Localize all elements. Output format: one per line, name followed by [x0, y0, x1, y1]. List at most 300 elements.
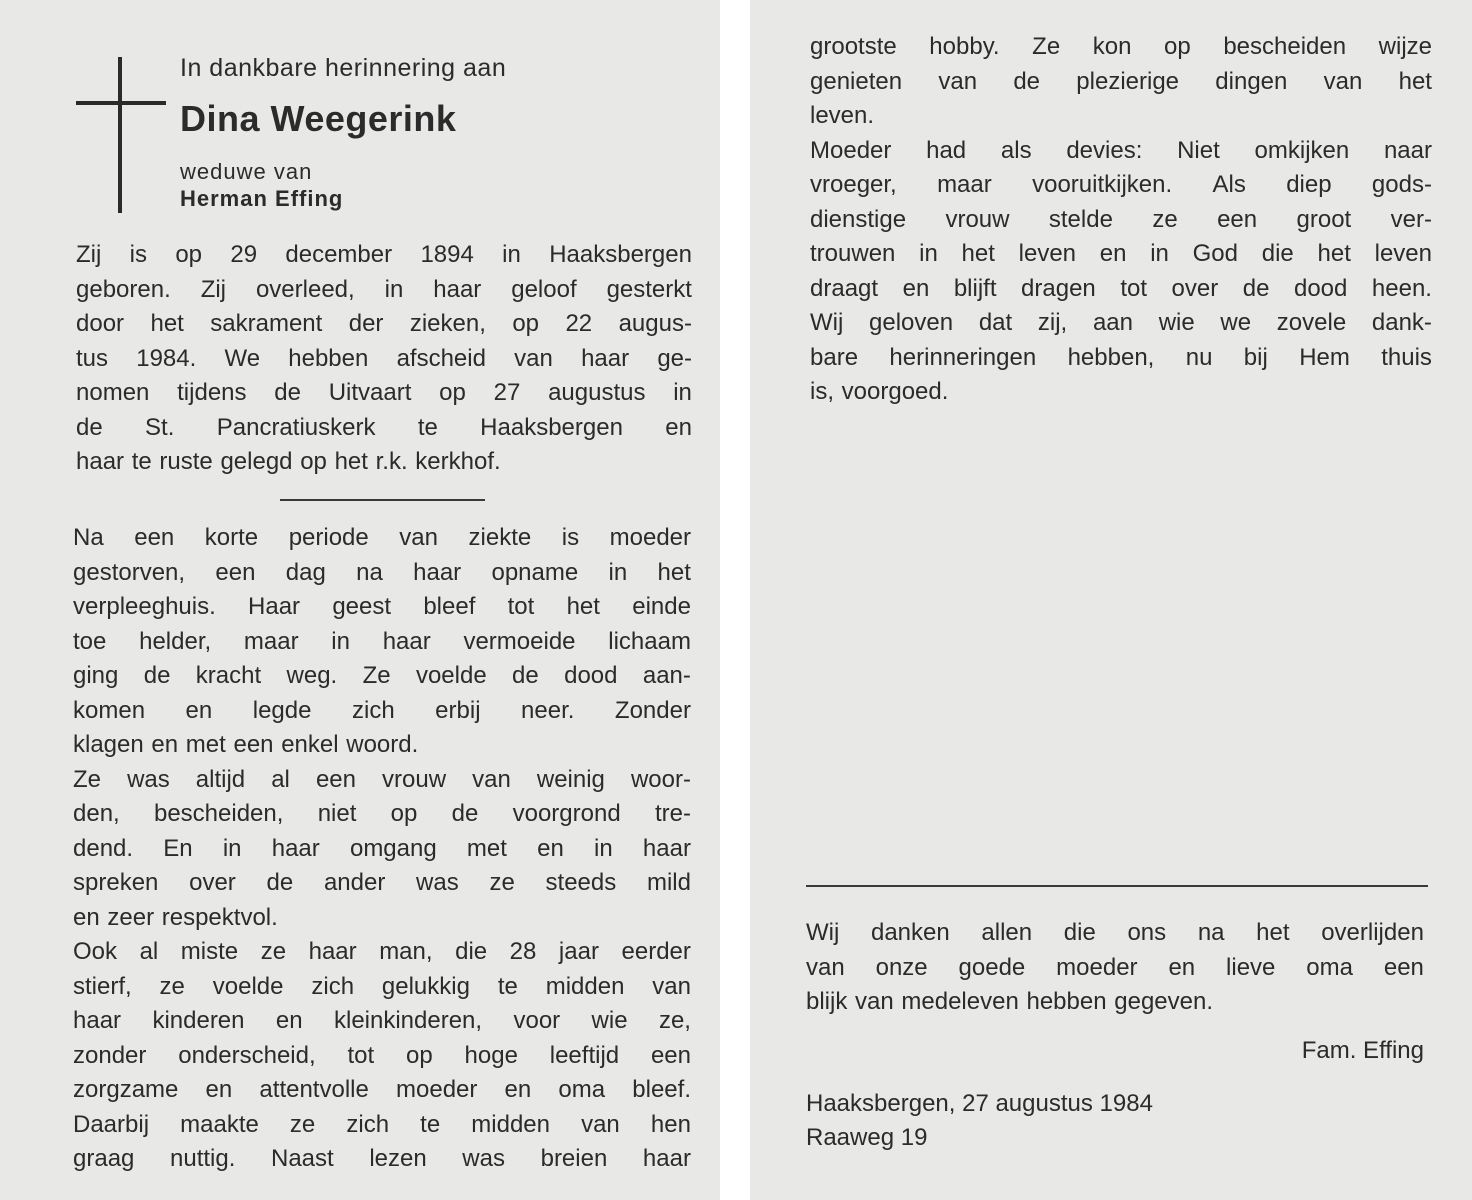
- word: dingen: [1215, 67, 1288, 95]
- word: van: [581, 1110, 620, 1138]
- word: hebben,: [1067, 343, 1155, 371]
- word: en: [537, 834, 564, 862]
- word: op: [175, 241, 203, 268]
- word: danken: [870, 919, 950, 946]
- word: En: [163, 834, 193, 862]
- word: ze: [489, 869, 515, 896]
- address: Raaweg 19: [806, 1124, 928, 1151]
- text-line: [73, 901, 691, 936]
- word: bleef.: [632, 1076, 691, 1103]
- word: verpleeghuis.: [73, 593, 216, 620]
- word: zieken,: [409, 310, 486, 337]
- word: tot: [1120, 274, 1147, 302]
- word: dood: [1293, 274, 1348, 302]
- word: Ook: [73, 938, 118, 965]
- text-line: [76, 376, 692, 411]
- word: dank-: [1371, 309, 1432, 336]
- word: al: [139, 938, 159, 965]
- word: is: [561, 524, 580, 551]
- word: was: [462, 1145, 505, 1172]
- word: vermoeide: [463, 627, 576, 655]
- text-line: [76, 342, 692, 377]
- word: omkijken: [1254, 136, 1350, 164]
- word: zich: [351, 696, 395, 724]
- word: van: [855, 988, 894, 1015]
- word: stelde: [1048, 205, 1113, 233]
- word: Ze: [73, 765, 102, 793]
- word: haar: [581, 344, 630, 372]
- word: op: [512, 310, 540, 337]
- word: door: [76, 310, 125, 337]
- word: 22: [565, 310, 593, 337]
- word: een: [1217, 205, 1258, 233]
- word: herinneringen: [889, 343, 1037, 371]
- word: een: [650, 1041, 691, 1069]
- word: woor-: [630, 765, 691, 793]
- word: over: [1171, 274, 1219, 302]
- word: augus-: [618, 310, 692, 337]
- word: geloof: [511, 275, 577, 303]
- word: bescheiden,: [153, 800, 284, 827]
- word: 29: [230, 241, 258, 268]
- word: gelukkig: [381, 972, 470, 1000]
- word: en: [902, 274, 930, 302]
- word: klagen: [73, 731, 144, 758]
- place-date: Haaksbergen, 27 augustus 1984: [806, 1090, 1153, 1117]
- word: overleed,: [255, 275, 355, 303]
- word: diep: [1286, 171, 1332, 198]
- word: hebben: [1026, 988, 1107, 1015]
- word: ver-: [1390, 205, 1432, 233]
- word: de: [274, 379, 301, 406]
- word: had: [926, 136, 967, 164]
- word: bescheiden: [1223, 33, 1347, 60]
- word: na: [1197, 919, 1225, 946]
- word: voor: [513, 1007, 561, 1034]
- word: het: [334, 448, 368, 475]
- word: na: [356, 558, 383, 586]
- word: dragen: [1021, 274, 1096, 302]
- text-line: [810, 203, 1432, 238]
- word: en: [185, 696, 213, 724]
- text-line: [806, 951, 1424, 986]
- word: het: [566, 593, 600, 620]
- word: Haar: [248, 593, 301, 620]
- text-line: [73, 797, 691, 832]
- text-line: [73, 556, 691, 591]
- word: en: [151, 731, 179, 758]
- word: Hem: [1299, 343, 1350, 371]
- word: opname: [491, 558, 579, 586]
- word: in: [384, 275, 404, 303]
- word: tijdens: [177, 379, 247, 406]
- text-line: [73, 1142, 691, 1177]
- word: een: [315, 765, 356, 793]
- word: hoge: [464, 1041, 518, 1069]
- word: komen: [73, 696, 146, 724]
- word: respektvol.: [161, 903, 278, 931]
- word: op: [300, 448, 327, 475]
- word: ze: [1152, 205, 1178, 233]
- word: wijze: [1378, 33, 1432, 60]
- word: Moeder: [810, 136, 892, 164]
- word: onderscheid,: [178, 1041, 316, 1069]
- word: St.: [145, 413, 175, 441]
- text-line: [73, 1108, 691, 1143]
- word: te: [131, 448, 152, 475]
- text-line: [73, 694, 691, 729]
- word: december: [285, 241, 393, 268]
- word: de: [1013, 67, 1041, 95]
- word: midden: [545, 972, 625, 1000]
- word: Haaksbergen: [480, 413, 623, 441]
- word: in: [919, 240, 938, 267]
- word: was: [127, 765, 170, 793]
- word: genieten: [810, 67, 903, 95]
- word: attentvolle: [259, 1076, 369, 1103]
- word: Zij: [76, 241, 102, 268]
- word: tre-: [654, 800, 691, 827]
- word: haar: [271, 834, 320, 862]
- word: Pancratiuskerk: [216, 413, 376, 441]
- word: gesterkt: [606, 275, 692, 303]
- word: den,: [73, 800, 120, 827]
- text-line: [73, 659, 691, 694]
- word: bare: [810, 343, 859, 371]
- word: allen: [981, 919, 1033, 946]
- word: 28: [509, 938, 537, 965]
- word: miste: [180, 938, 239, 965]
- word: tot: [347, 1041, 375, 1069]
- word: kleinkinderen,: [333, 1007, 483, 1034]
- text-line: [810, 134, 1432, 169]
- word: Niet: [1177, 136, 1220, 164]
- word: en: [504, 1076, 532, 1103]
- word: dat: [978, 309, 1013, 336]
- text-line: [73, 832, 691, 867]
- word: zij,: [1037, 309, 1068, 336]
- word: de: [76, 413, 103, 441]
- word: bleef: [423, 593, 476, 620]
- word: Wij: [806, 919, 840, 946]
- word: is,: [810, 378, 834, 405]
- word: zorgzame: [73, 1076, 179, 1103]
- word: het: [1398, 67, 1432, 95]
- word: ze: [260, 938, 287, 965]
- word: wie: [1158, 309, 1195, 336]
- text-line: [73, 970, 691, 1005]
- word: kinderen: [152, 1007, 245, 1034]
- word: oma: [558, 1076, 606, 1103]
- word: in: [608, 558, 628, 586]
- word: het: [1317, 240, 1351, 267]
- word: dag: [285, 558, 326, 586]
- word: nomen: [76, 379, 150, 406]
- word: tus: [76, 344, 109, 372]
- text-line: [810, 375, 1432, 410]
- deceased-name: Dina Weegerink: [180, 98, 457, 139]
- word: maar: [937, 171, 992, 198]
- word: die: [1261, 240, 1294, 267]
- word: en: [205, 1076, 233, 1103]
- word: hen: [650, 1110, 691, 1138]
- word: midden: [471, 1110, 550, 1138]
- word: in: [1150, 240, 1169, 267]
- word: moeder: [396, 1076, 478, 1103]
- word: en: [1168, 953, 1196, 981]
- word: in: [673, 379, 692, 406]
- word: thuis: [1381, 343, 1432, 371]
- word: gods-: [1371, 171, 1432, 198]
- word: op: [1164, 33, 1191, 60]
- word: trouwen: [810, 240, 896, 267]
- text-line: [76, 411, 692, 446]
- word: het: [150, 310, 184, 337]
- word: jaar: [558, 938, 599, 965]
- word: helder,: [139, 627, 212, 655]
- word: van: [472, 765, 511, 793]
- word: als: [1000, 136, 1032, 164]
- word: nu: [1185, 343, 1213, 371]
- word: ging: [73, 662, 119, 689]
- word: naar: [1383, 136, 1432, 164]
- word: oma: [1306, 953, 1353, 981]
- word: mild: [646, 869, 691, 896]
- word: vroeger,: [810, 171, 897, 198]
- word: ze: [289, 1110, 316, 1138]
- word: voelde: [212, 972, 284, 1000]
- text-line: [76, 445, 692, 480]
- word: op: [406, 1041, 433, 1069]
- word: r.k.: [375, 448, 408, 475]
- word: sakrament: [210, 310, 323, 337]
- word: de: [266, 869, 294, 896]
- card-left-page: [0, 0, 720, 1200]
- word: geboren.: [76, 275, 171, 303]
- word: een: [1383, 953, 1424, 981]
- word: graag: [73, 1145, 135, 1172]
- word: en: [665, 413, 692, 441]
- text-line: [73, 1073, 691, 1108]
- word: kon: [1092, 33, 1132, 60]
- word: haar: [76, 448, 125, 475]
- divider: [280, 499, 485, 501]
- word: Zij: [200, 275, 227, 303]
- word: goede: [958, 953, 1026, 981]
- word: draagt: [810, 274, 879, 302]
- word: woord.: [346, 731, 419, 758]
- word: 1894: [420, 241, 474, 268]
- word: van: [399, 524, 438, 551]
- text-line: [810, 30, 1432, 65]
- word: ruste: [159, 448, 213, 475]
- word: een: [233, 731, 274, 758]
- word: vrouw: [945, 205, 1010, 233]
- word: ze,: [658, 1007, 691, 1034]
- word: dood: [564, 662, 618, 689]
- text-line: [73, 763, 691, 798]
- word: en: [73, 903, 100, 931]
- word: kracht: [195, 662, 262, 689]
- word: met: [185, 731, 226, 758]
- word: grootste: [810, 33, 897, 60]
- word: gegeven.: [1114, 988, 1214, 1015]
- text-line: [806, 916, 1424, 951]
- word: niet: [317, 800, 357, 827]
- word: op: [390, 800, 418, 827]
- word: vrouw: [382, 765, 447, 793]
- word: gelegd: [220, 448, 293, 475]
- text-line: [73, 1039, 691, 1074]
- word: wie: [591, 1007, 628, 1034]
- word: heen.: [1371, 274, 1432, 302]
- word: bij: [1243, 343, 1268, 371]
- word: en: [1099, 240, 1127, 267]
- word: korte: [204, 524, 259, 551]
- word: haar: [642, 1145, 691, 1172]
- word: maar: [243, 627, 299, 655]
- word: hebben: [288, 344, 369, 372]
- word: God: [1192, 240, 1238, 267]
- word: ons: [1127, 919, 1167, 946]
- word: moeder: [609, 524, 691, 551]
- word: neer.: [521, 696, 575, 724]
- word: Ze: [362, 662, 391, 689]
- word: altijd: [195, 765, 246, 793]
- word: Na: [73, 524, 104, 551]
- word: in: [222, 834, 242, 862]
- word: de: [451, 800, 479, 827]
- word: man,: [379, 938, 433, 965]
- word: Haaksbergen: [549, 241, 692, 268]
- word: der: [348, 310, 384, 337]
- text-line: [810, 65, 1432, 100]
- text-line: [76, 273, 692, 308]
- word: Wij: [810, 309, 844, 336]
- word: spreken: [73, 869, 159, 896]
- text-line: [73, 625, 691, 660]
- word: augustus: [548, 379, 646, 406]
- word: van: [514, 344, 553, 372]
- word: haar: [413, 558, 462, 586]
- word: het: [1256, 919, 1290, 946]
- word: We: [224, 344, 261, 372]
- word: de: [143, 662, 171, 689]
- family-signature: Fam. Effing: [1301, 1037, 1424, 1064]
- word: aan-: [642, 662, 691, 689]
- word: gestorven,: [73, 558, 186, 586]
- text-line: [810, 99, 1432, 134]
- word: haar: [73, 1007, 122, 1034]
- word: ze: [159, 972, 185, 1000]
- text-line: [73, 728, 691, 763]
- word: lezen: [369, 1145, 427, 1172]
- word: ziekte: [468, 524, 532, 551]
- word: zonder: [73, 1041, 147, 1069]
- word: dienstige: [810, 205, 907, 233]
- text-line: [810, 237, 1432, 272]
- word: zeer: [107, 903, 155, 931]
- word: Ze: [1032, 33, 1061, 60]
- word: al: [271, 765, 290, 793]
- word: die: [455, 938, 488, 965]
- word: te: [420, 1110, 441, 1138]
- word: overlijden: [1321, 919, 1424, 946]
- text-line: [73, 1004, 691, 1039]
- word: ander: [323, 869, 386, 896]
- word: lichaam: [608, 627, 691, 655]
- word: legde: [252, 696, 312, 724]
- word: lieve: [1226, 953, 1276, 981]
- word: leeftijd: [549, 1041, 620, 1069]
- word: van: [1323, 67, 1363, 95]
- word: devies:: [1066, 136, 1143, 164]
- word: Naast: [271, 1145, 334, 1172]
- word: het: [961, 240, 995, 267]
- word: plezierige: [1076, 67, 1180, 95]
- word: op: [439, 379, 466, 406]
- word: haar: [308, 938, 357, 965]
- word: onze: [875, 953, 928, 981]
- text-line: [810, 168, 1432, 203]
- word: kerkhof.: [415, 448, 501, 475]
- word: Daarbij: [73, 1110, 150, 1138]
- word: zich: [311, 972, 355, 1000]
- word: van: [938, 67, 978, 95]
- word: toe: [73, 627, 107, 655]
- word: die: [1063, 919, 1096, 946]
- word: blijk: [806, 988, 848, 1015]
- card-right-page: [750, 0, 1472, 1200]
- word: te: [417, 413, 438, 441]
- word: over: [189, 869, 236, 896]
- word: was: [416, 869, 459, 896]
- text-line: [73, 935, 691, 970]
- word: einde: [632, 593, 691, 620]
- word: steeds: [545, 869, 617, 896]
- word: voelde: [415, 662, 487, 689]
- word: haar: [433, 275, 482, 303]
- word: we: [1220, 309, 1252, 336]
- word: zovele: [1276, 309, 1347, 336]
- text-line: [806, 985, 1424, 1020]
- text-line: [810, 306, 1432, 341]
- word: van: [806, 953, 845, 981]
- word: 27: [493, 379, 521, 406]
- word: Zonder: [614, 696, 691, 724]
- word: de: [512, 662, 539, 689]
- word: en: [275, 1007, 303, 1034]
- word: geest: [332, 593, 392, 620]
- word: van: [652, 972, 691, 1000]
- word: weg.: [286, 662, 338, 689]
- word: omgang: [349, 834, 437, 862]
- word: een: [215, 558, 256, 586]
- word: tot: [507, 593, 535, 620]
- text-line: [73, 521, 691, 556]
- word: voorgrond: [512, 800, 621, 827]
- word: een: [134, 524, 175, 551]
- divider: [806, 885, 1428, 887]
- word: te: [497, 972, 518, 1000]
- word: leven: [1374, 240, 1432, 267]
- word: moeder: [1056, 953, 1138, 981]
- word: blijft: [953, 274, 997, 302]
- word: stierf,: [73, 972, 132, 1000]
- word: in: [594, 834, 613, 862]
- word: enkel: [281, 731, 339, 758]
- word: dend.: [73, 834, 134, 862]
